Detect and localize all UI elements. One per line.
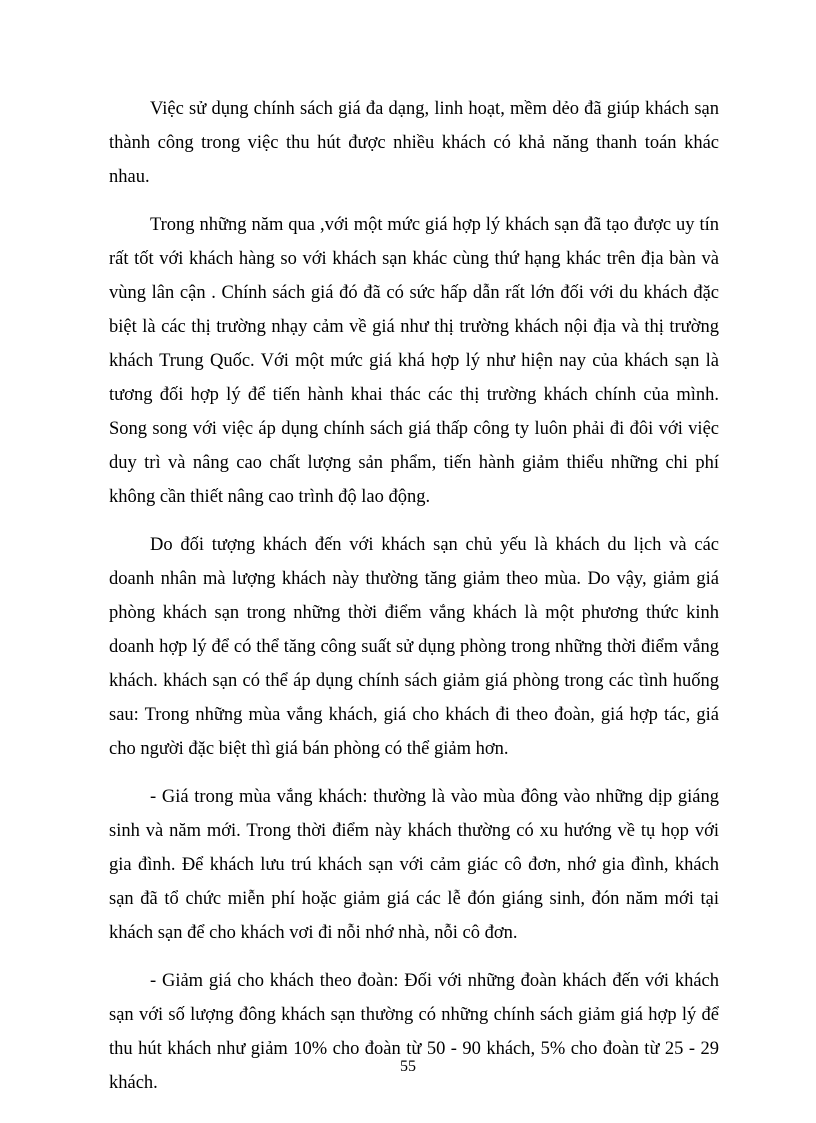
paragraph-group-discount: - Giảm giá cho khách theo đoàn: Đối với những đoàn khách đến với khách sạn với số lượng đông khách sạn thường có những chính sách giảm giá hợp lý để thu hút khách như giảm 10% cho đoàn từ 50 - 90 khách, 5% cho đoàn từ 25 - 29 khách.: [109, 971, 719, 1093]
paragraph-reasonable-price-reputation: Trong những năm qua ,với một mức giá hợp lý khách sạn đã tạo được uy tín rất tốt với khách hàng so với khách sạn khác cùng thứ hạng khác trên địa bàn và vùng lân cận . Chính sách giá đó đã có sức hấp dẫn rất lớn đối với du khách đặc biệt là các thị trường nhạy cảm về giá như thị trường khách nội địa và thị trường khách Trung Quốc. Với một mức giá khá hợp lý như hiện nay của khách sạn là tương đối hợp lý để tiến hành khai thác các thị trường khách chính của mình. Song song với việc áp dụng chính sách giá thấp công ty luôn phải đi đôi với việc duy trì và nâng cao chất lượng sản phẩm, tiến hành giảm thiểu những chi phí không cần thiết nâng cao trình độ lao động.: [109, 215, 719, 507]
paragraph-low-season-price: - Giá trong mùa vắng khách: thường là vào mùa đông vào những dịp giáng sinh và năm mới. Trong thời điểm này khách thường có xu hướng về tụ họp với gia đình. Để khách lưu trú khách sạn với cảm giác cô đơn, nhớ gia đình, khách sạn đã tổ chức miễn phí hoặc giảm giá các lễ đón giáng sinh, đón năm mới tại khách sạn để cho khách vơi đi nỗi nhớ nhà, nỗi cô đơn.: [109, 787, 719, 943]
paragraph-pricing-policy-summary: Việc sử dụng chính sách giá đa dạng, linh hoạt, mềm dẻo đã giúp khách sạn thành công trong việc thu hút được nhiều khách có khả năng thanh toán khác nhau.: [109, 99, 719, 187]
page-number: 55: [400, 1058, 416, 1075]
page-body: [109, 92, 719, 1100]
paragraph-seasonal-discount: Do đối tượng khách đến với khách sạn chủ yếu là khách du lịch và các doanh nhân mà lượng khách này thường tăng giảm theo mùa. Do vậy, giảm giá phòng khách sạn trong những thời điểm vắng khách là một phương thức kinh doanh hợp lý để có thể tăng công suất sử dụng phòng trong những thời điểm vắng khách. khách sạn có thể áp dụng chính sách giảm giá phòng trong các tình huống sau: Trong những mùa vắng khách, giá cho khách đi theo đoàn, giá hợp tác, giá cho người đặc biệt thì giá bán phòng có thể giảm hơn.: [109, 535, 719, 759]
